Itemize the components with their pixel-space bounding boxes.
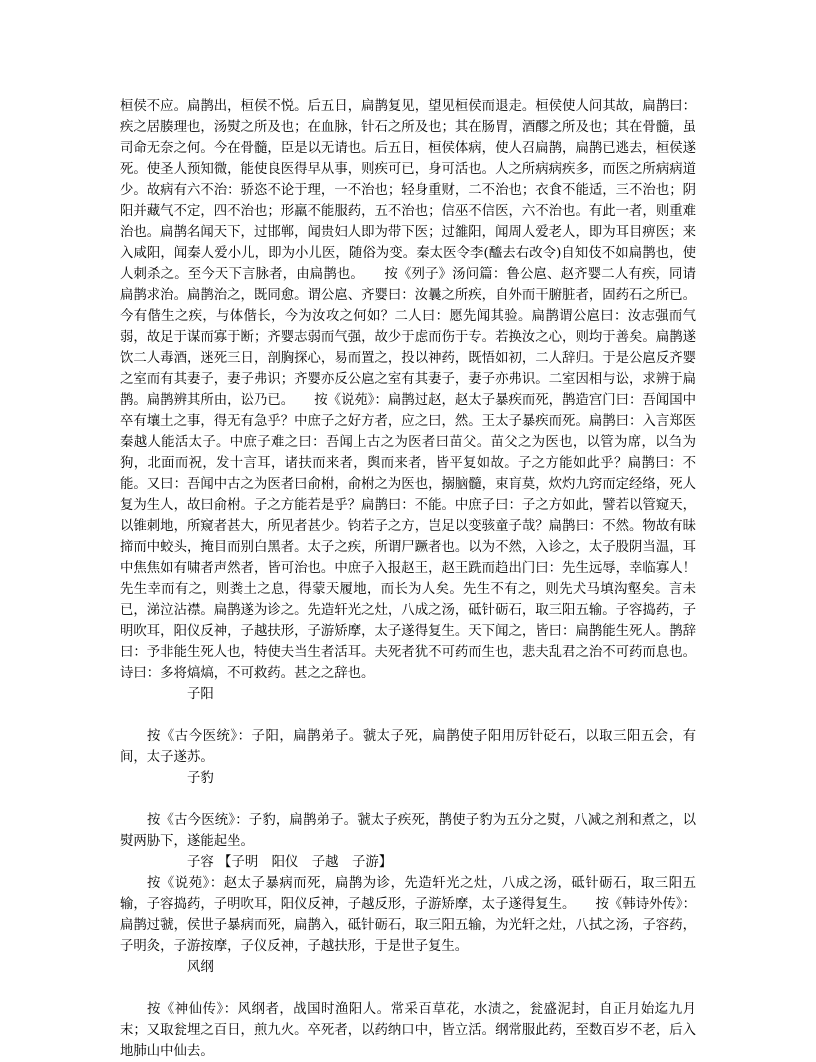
section-heading-fenggang: 风纲 xyxy=(187,960,214,975)
document-page xyxy=(120,96,696,1062)
section-heading-zirong: 子容 【子明 阳仪 子越 子游】 xyxy=(187,855,393,870)
spacer xyxy=(120,789,696,810)
section-body-ziyang: 按《古今医统》：子阳，扁鹊弟子。虢太子死，扁鹊使子阳用厉针砭石，以取三阳五会，有间，太子遂苏。 xyxy=(120,729,696,765)
spacer xyxy=(120,705,696,726)
section-heading-ziyang: 子阳 xyxy=(187,687,214,702)
section-body-zibao: 按《古今医统》：子豹，扁鹊弟子。虢太子疾死，鹊使子豹为五分之熨，八减之剂和煮之，以熨两胁下，遂能起坐。 xyxy=(120,813,696,849)
section-body-zirong: 按《说苑》：赵太子暴病而死，扁鹊为诊，先造轩光之灶，八成之汤，砥针砺石，取三阳五输，子容捣药，子明吹耳，阳仪反神，子越反形，子游矫摩，太子遂得复生。 按《韩诗外传》：扁鹊过虢，侯世子暴病而死，扁鹊入，砥针砺石，取三阳五输，为光轩之灶，八拭之汤，子容药，子明灸，子游按摩，子仪反神，子越扶形，于是世子复生。 xyxy=(120,876,696,954)
spacer xyxy=(120,978,696,999)
main-paragraph: 桓侯不应。扁鹊出，桓侯不悦。后五日，扁鹊复见，望见桓侯而退走。桓侯使人问其故，扁鹊曰：疾之居腠理也，汤熨之所及也；在血脉，针石之所及也；其在肠胃，酒醪之所及也；其在骨髓，虽司命无奈之何。今在骨髓，臣是以无请也。后五日，桓侯体病，使人召扁鹊，扁鹊已逃去，桓侯遂死。使圣人预知微，能使良医得早从事，则疾可已，身可活也。人之所病病疾多，而医之所病病道少。故病有六不治：骄恣不论于理，一不治也；轻身重财，二不治也；衣食不能适，三不治也；阴阳并藏气不定，四不治也；形羸不能服药，五不治也；信巫不信医，六不治也。有此一者，则重难治也。扁鹊名闻天下，过邯郸，闻贵妇人即为带下医；过雒阳，闻周人爱老人，即为耳目痹医；来入咸阳，闻秦人爱小儿，即为小儿医，随俗为变。秦太医令李(醯去右改令)自知伎不如扁鹊也，使人刺杀之。至今天下言脉者，由扁鹊也。 按《列子》汤问篇：鲁公扈、赵齐婴二人有疾，同请扁鹊求治。扁鹊治之，既同愈。谓公扈、齐婴曰：汝曩之所疾，自外而干腑脏者，固药石之所已。今有偕生之疾，与体偕长，今为汝攻之何如？二人曰：愿先闻其验。扁鹊谓公扈曰：汝志强而气弱，故足于谋而寡于断；齐婴志弱而气强，故少于虑而伤于专。若换汝之心，则均于善矣。扁鹊遂饮二人毒酒，迷死三日，剖胸探心，易而置之，投以神药，既悟如初，二人辞归。于是公扈反齐婴之室而有其妻子，妻子弗识；齐婴亦反公扈之室有其妻子，妻子亦弗识。二室因相与讼，求辨于扁鹊。扁鹊辨其所由，讼乃已。 按《说苑》：扁鹊过赵，赵太子暴疾而死，鹊造宫门曰：吾闻国中卒有壤土之事，得无有急乎？中庶子之好方者，应之曰，然。王太子暴疾而死。扁鹊曰：入言郑医秦越人能活太子。中庶子难之曰：吾闻上古之为医者曰苗父。苗父之为医也，以管为席，以刍为狗，北面而祝，发十言耳，诸扶而来者，舆而来者，皆平复如故。子之方能如此乎？扁鹊曰：不能。又曰：吾闻中古之为医者曰俞柎，俞柎之为医也，搦脑髓，束肓莫，炊灼九窍而定经络，死人复为生人，故曰俞柎。子之方能若是乎？扁鹊曰：不能。中庶子曰：子之方如此，譬若以管窥天，以锥刺地，所窥者甚大，所见者甚少。钧若子之方，岂足以变骇童子哉？扁鹊曰：不然。物故有昧揥而中蛟头，掩目而别白黑者。太子之疾，所谓尸蹶者也。以为不然，入诊之，太子股阴当温，耳中焦焦如有啸者声然者，皆可治也。中庶子入报赵王，赵王跣而趋出门曰：先生远辱，幸临寡人！先生幸而有之，则粪土之息，得蒙天履地，而长为人矣。先生不有之，则先犬马填沟壑矣。言未已，涕泣沾襟。扁鹊遂为诊之。先造轩光之灶，八成之汤，砥针砺石，取三阳五输。子容捣药，子明吹耳，阳仪反神，子越扶形，子游矫摩，太子遂得复生。天下闻之，皆曰：扁鹊能生死人。鹊辞曰：予非能生死人也，特使夫当生者活耳。夫死者犹不可药而生也，悲夫乱君之治不可药而息也。诗曰：多将熇熇，不可救药。甚之之辞也。 xyxy=(120,99,696,681)
section-heading-zibao: 子豹 xyxy=(187,771,214,786)
section-body-fenggang: 按《神仙传》：风纲者，战国时渔阳人。常采百草花，水渍之，瓮盛泥封，自正月始迄九月末；又取瓮埋之百日，煎九火。卒死者，以药纳口中，皆立活。纲常服此药，至数百岁不老，后入地肺山中仙去。 xyxy=(120,1002,696,1059)
